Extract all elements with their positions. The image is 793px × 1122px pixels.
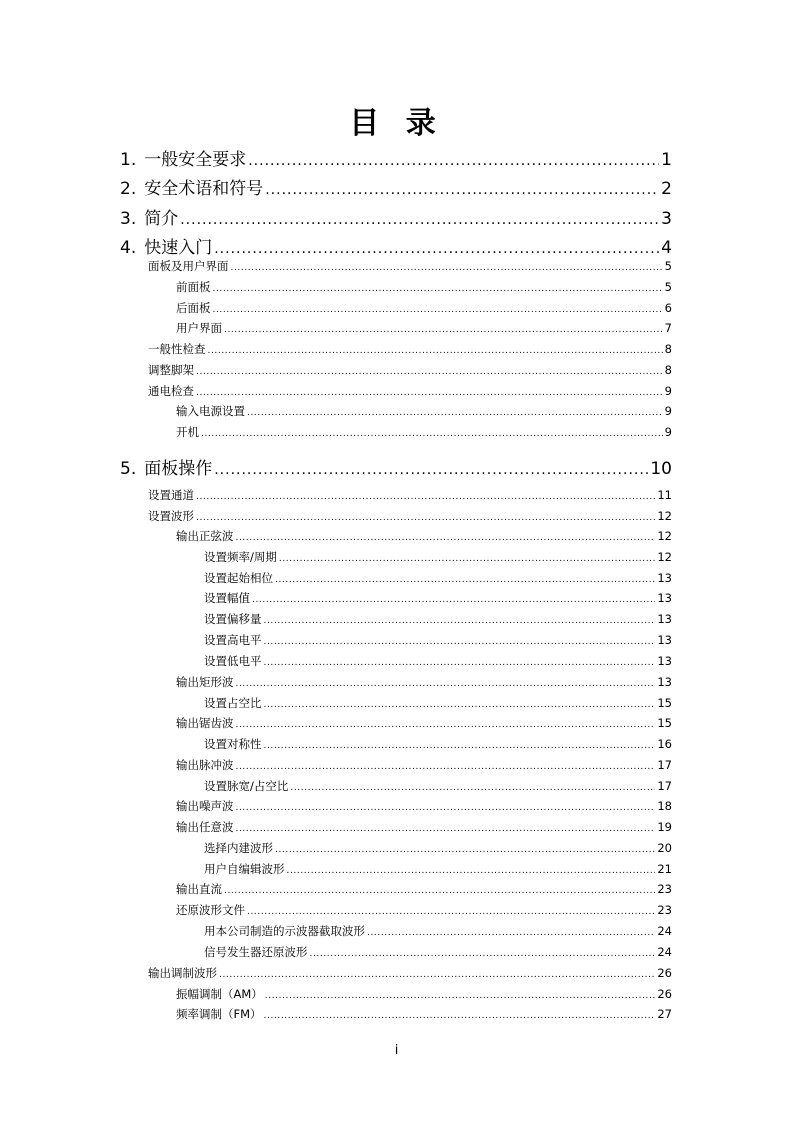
toc-chapter-number: 4.	[120, 238, 137, 258]
toc-entry-label: 输出矩形波	[176, 675, 234, 689]
dot-leader	[264, 741, 656, 751]
toc-entry[interactable]	[148, 383, 672, 399]
toc-entry-label: 用户界面	[176, 321, 222, 335]
toc-entry-label: 信号发生器还原波形	[204, 945, 308, 959]
toc-entry-label: 输出正弦波	[176, 529, 234, 543]
dot-leader	[264, 616, 656, 626]
dot-leader	[247, 907, 655, 917]
toc-entry-label: 前面板	[176, 280, 211, 294]
toc-chapter-number: 3.	[120, 209, 137, 229]
toc-entry[interactable]	[204, 653, 672, 669]
toc-entry-label: 简介	[144, 209, 179, 229]
toc-entry[interactable]	[148, 487, 672, 503]
toc-chapter[interactable]	[120, 145, 672, 170]
toc-page-number: 9	[664, 384, 672, 398]
toc-page-number: 2	[661, 179, 672, 199]
toc-entry[interactable]	[148, 258, 672, 274]
dot-leader	[236, 803, 656, 813]
toc-entry[interactable]	[204, 778, 672, 794]
toc-entry-label: 设置幅值	[204, 591, 250, 605]
toc-entry[interactable]	[204, 736, 672, 752]
dot-leader	[252, 595, 655, 605]
toc-page-number: 15	[657, 696, 672, 710]
dot-leader	[224, 325, 663, 335]
toc-entry-label: 一般性检查	[148, 342, 206, 356]
toc-entry-label: 输入电源设置	[176, 404, 245, 418]
toc-page-number: 10	[650, 459, 672, 479]
dot-leader	[248, 153, 659, 169]
dot-leader	[279, 554, 655, 564]
toc-page-number: 6	[664, 301, 672, 315]
toc-entry[interactable]	[148, 341, 672, 357]
dot-leader	[275, 845, 655, 855]
toc-entry-label: 输出脉冲波	[176, 758, 234, 772]
dot-leader	[214, 241, 659, 257]
toc-entry[interactable]	[204, 923, 672, 939]
toc-page-number: 13	[657, 675, 672, 689]
toc-entry-label: 输出噪声波	[176, 799, 234, 813]
toc-chapter[interactable]	[120, 204, 672, 229]
toc-page-number: 23	[657, 903, 672, 917]
toc-entry[interactable]	[176, 715, 672, 731]
page-title: 目 录	[349, 106, 444, 141]
toc-entry[interactable]	[148, 508, 672, 524]
toc-entry[interactable]	[176, 528, 672, 544]
toc-chapter-number: 2.	[120, 179, 137, 199]
dot-leader	[208, 346, 663, 356]
toc-entry[interactable]	[176, 674, 672, 690]
dot-leader	[310, 949, 656, 959]
toc-entry[interactable]	[204, 549, 672, 565]
toc-page-number: 24	[657, 924, 672, 938]
toc-entry-label: 振幅调制（AM）	[176, 987, 263, 1001]
toc-entry-label: 频率调制（FM）	[176, 1007, 262, 1021]
toc-entry-label: 快速入门	[144, 238, 213, 258]
dot-leader	[196, 492, 655, 502]
toc-page-number: 24	[657, 945, 672, 959]
toc-entry[interactable]	[176, 279, 672, 295]
dot-leader	[236, 824, 656, 834]
dot-leader	[264, 700, 656, 710]
toc-page-number: 13	[657, 591, 672, 605]
toc-entry[interactable]	[176, 986, 672, 1002]
toc-page-number: 20	[657, 841, 672, 855]
toc-entry[interactable]	[204, 944, 672, 960]
toc-entry-label: 面板及用户界面	[148, 259, 229, 273]
toc-entry-label: 输出锯齿波	[176, 716, 234, 730]
dot-leader	[236, 533, 656, 543]
toc-page-number: 15	[657, 716, 672, 730]
toc-entry-label: 选择内建波形	[204, 841, 273, 855]
dot-leader	[231, 263, 663, 273]
toc-page-number: 3	[661, 209, 672, 229]
dot-leader	[196, 388, 663, 398]
toc-page-number: 17	[657, 758, 672, 772]
toc-chapter[interactable]	[120, 454, 672, 479]
toc-entry[interactable]	[176, 819, 672, 835]
dot-leader	[367, 928, 655, 938]
toc-entry-label: 输出调制波形	[148, 966, 217, 980]
toc-entry-label: 开机	[176, 425, 199, 439]
toc-entry-label: 输出任意波	[176, 820, 234, 834]
toc-page-number: 13	[657, 612, 672, 626]
toc-page-number: 26	[657, 966, 672, 980]
dot-leader	[213, 305, 663, 315]
toc-page-number: 5	[664, 280, 672, 294]
toc-entry[interactable]	[176, 757, 672, 773]
toc-page-number: 26	[657, 987, 672, 1001]
toc-entry-label: 面板操作	[144, 459, 213, 479]
toc-page-number: 13	[657, 571, 672, 585]
toc-entry-label: 输出直流	[176, 882, 222, 896]
toc-entry-label: 设置占空比	[204, 696, 262, 710]
toc-entry-label: 还原波形文件	[176, 903, 245, 917]
toc-chapter[interactable]	[120, 233, 672, 258]
toc-entry-label: 设置通道	[148, 488, 194, 502]
toc-page-number: 21	[657, 862, 672, 876]
dot-leader	[214, 462, 648, 478]
toc-chapter-number: 1.	[120, 150, 137, 170]
toc-entry[interactable]	[204, 695, 672, 711]
toc-page-number: 11	[657, 488, 672, 502]
toc-entry-label: 调整脚架	[148, 363, 194, 377]
toc-entry-label: 用本公司制造的示波器截取波形	[204, 924, 365, 938]
toc-page-number: 13	[657, 654, 672, 668]
toc-entry-label: 设置高电平	[204, 633, 262, 647]
toc-entry-label: 设置偏移量	[204, 612, 262, 626]
toc-entry[interactable]	[204, 590, 672, 606]
dot-leader	[287, 866, 656, 876]
dot-leader	[264, 637, 656, 647]
toc-entry[interactable]	[204, 570, 672, 586]
toc-entry-label: 设置对称性	[204, 737, 262, 751]
dot-leader	[236, 720, 656, 730]
dot-leader	[213, 284, 663, 294]
toc-entry-label: 后面板	[176, 301, 211, 315]
dot-leader	[224, 886, 655, 896]
toc-entry[interactable]	[204, 611, 672, 627]
toc-page-number: 12	[657, 550, 672, 564]
dot-leader	[196, 513, 655, 523]
dot-leader	[265, 182, 659, 198]
toc-entry-label: 设置低电平	[204, 654, 262, 668]
toc-page-number: 12	[657, 509, 672, 523]
dot-leader	[180, 212, 659, 228]
dot-leader	[196, 367, 663, 377]
toc-page-number: 4	[661, 238, 672, 258]
toc-page-number: 8	[664, 363, 672, 377]
toc-page-number: 17	[657, 779, 672, 793]
toc-page-number: 16	[657, 737, 672, 751]
toc-entry[interactable]	[176, 798, 672, 814]
toc-entry[interactable]	[176, 1006, 672, 1022]
dot-leader	[219, 970, 655, 980]
toc-page-number: 8	[664, 342, 672, 356]
toc-entry-label: 安全术语和符号	[144, 179, 264, 199]
toc-entry-label: 设置起始相位	[204, 571, 273, 585]
dot-leader	[236, 679, 656, 689]
toc-entry[interactable]	[204, 632, 672, 648]
toc-chapter[interactable]	[120, 174, 672, 199]
toc-chapter-number: 5.	[120, 459, 137, 479]
toc-page-number: 1	[661, 150, 672, 170]
toc-entry-label: 通电检查	[148, 384, 194, 398]
dot-leader	[265, 991, 656, 1001]
dot-leader	[290, 783, 655, 793]
toc-entry[interactable]	[176, 300, 672, 316]
toc-page-number: 19	[657, 820, 672, 834]
dot-leader	[275, 575, 655, 585]
toc-entry[interactable]	[148, 965, 672, 981]
toc-entry-label: 一般安全要求	[144, 150, 247, 170]
toc-page-number: 7	[664, 321, 672, 335]
toc-entry-label: 设置脉宽/占空比	[204, 779, 289, 793]
dot-leader	[247, 408, 663, 418]
dot-leader	[201, 429, 663, 439]
toc-entry[interactable]	[176, 424, 672, 440]
toc-entry[interactable]	[176, 881, 672, 897]
toc-entry[interactable]	[204, 861, 672, 877]
toc-page-number: 23	[657, 882, 672, 896]
toc-entry-label: 用户自编辑波形	[204, 862, 285, 876]
toc-entry[interactable]	[148, 362, 672, 378]
toc-page-number: 27	[657, 1007, 672, 1021]
toc-entry[interactable]	[176, 320, 672, 336]
dot-leader	[236, 762, 656, 772]
toc-entry[interactable]	[204, 840, 672, 856]
toc-entry-label: 设置频率/周期	[204, 550, 277, 564]
dot-leader	[264, 1011, 656, 1021]
toc-entry-label: 设置波形	[148, 509, 194, 523]
toc-page-number: 9	[664, 404, 672, 418]
toc-page-number: 12	[657, 529, 672, 543]
toc-page-number: 13	[657, 633, 672, 647]
toc-page-number: 18	[657, 799, 672, 813]
toc-page-number: 9	[664, 425, 672, 439]
toc-entry[interactable]	[176, 902, 672, 918]
toc-entry[interactable]	[176, 403, 672, 419]
page-number: i	[394, 1043, 399, 1058]
toc-page-number: 5	[664, 259, 672, 273]
dot-leader	[264, 658, 656, 668]
